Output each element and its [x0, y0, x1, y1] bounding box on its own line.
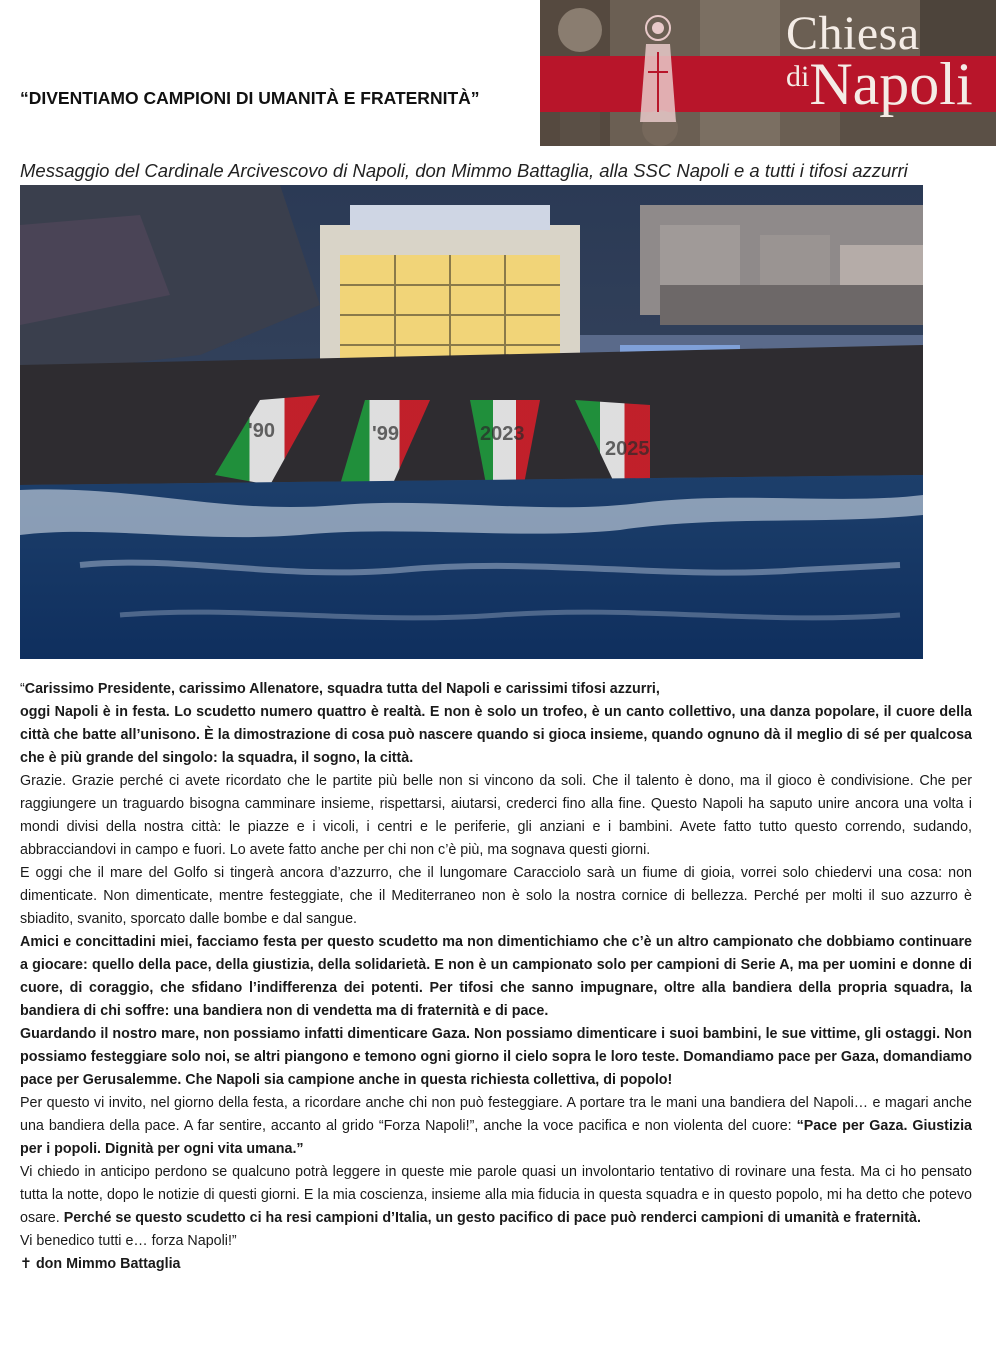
letter-paragraph-3: E oggi che il mare del Golfo si tingerà ancora d’azzurro, che il lungomare Caracciolo sarà un fiume di gioia, vorrei solo chiedervi una cosa: non dimenticate. Non dimenticate, mentre festeggiate, che il Mediterraneo non è solo la nostra cornice di bellezza. Perché per molti il suo azzurro è sbiadito, svanito, sporcato dalle bombe e dal sangue. [20, 865, 972, 927]
letter-salutation [20, 678, 972, 701]
letter-body [20, 678, 972, 1276]
banner-title-napoli-word: Napoli [809, 51, 973, 117]
paragraph-7-bold: Perché se questo scudetto ci ha resi campioni d’Italia, un gesto pacifico di pace può renderci campioni di umanità e fraternità. [63, 1210, 921, 1226]
letter-signature: ✝ don Mimmo Battaglia [20, 1256, 181, 1272]
letter-paragraph-2: Grazie. Grazie perché ci avete ricordato che le partite più belle non si vincono da soli. Che il talento è dono, ma il gioco è condivisione. Che per raggiungere un traguardo bisogna camminare insieme, rispettarsi, aiutarsi, crederci fino alla fine. Questo Napoli ha saputo unire ancora una volta i mondi divisi della nostra città: le piazze e i vicoli, i centri e le periferie, gli anziani e i bambini. Avete fatto tutto questo correndo, sudando, abbracciandovi in campo e fuori. Lo avete fatto anche per chi non c’è più, ma sognava questi giorni. [20, 773, 972, 858]
letter-paragraph-4: Amici e concittadini miei, facciamo festa per questo scudetto ma non dimentichiamo che c’è un altro campionato che dobbiamo continuare a giocare: quello della pace, della giustizia, della solidarietà. E non è un campionato solo per campioni di Serie A, ma per uomini e donne di cuore, di coraggio, che sfidano l’indifferenza dei potenti. Per tifosi che sanno impugnare, oltre alla bandiera della propria squadra, la bandiera di chi soffre: una bandiera non di vendetta ma di fraternità e di pace. [20, 934, 972, 1019]
flag-label-2: '99 [372, 423, 400, 445]
opening-quote: “ [20, 681, 25, 697]
saint-figure-icon [628, 12, 688, 132]
flag-label-1: '90 [248, 420, 276, 442]
banner-title-napoli [786, 50, 973, 119]
paragraph-6-quote: “Pace per Gaza. Giustizia per i popoli. Dignità per ogni vita umana.” [20, 1118, 972, 1157]
letter-paragraph-6 [20, 1092, 972, 1161]
flag-label-4: 2025 [605, 438, 650, 460]
page-title: “DIVENTIAMO CAMPIONI DI UMANITÀ E FRATERNITÀ” [20, 88, 480, 108]
page-subtitle: Messaggio del Cardinale Arcivescovo di Napoli, don Mimmo Battaglia, alla SSC Napoli e a tutti i tifosi azzurri [20, 160, 908, 181]
letter-paragraph-5: Guardando il nostro mare, non possiamo infatti dimenticare Gaza. Non possiamo dimenticare i suoi bambini, le sue vittime, gli ostaggi. Non possiamo festeggiare solo noi, se altri piangono e temono ogni giorno il cielo sopra le loro teste. Domandiamo pace per Gaza, domandiamo pace per Gerusalemme. Che Napoli sia campione anche in questa richiesta collettiva, di popolo! [20, 1026, 972, 1088]
banner-title-chiesa: Chiesa [786, 7, 920, 60]
flag-label-3: 2023 [480, 423, 525, 445]
letter-paragraph-1: oggi Napoli è in festa. Lo scudetto numero quattro è realtà. E non è solo un trofeo, è un canto collettivo, una danza popolare, il cuore della città che batte all’unisono. È la dimostrazione di cosa può nascere quando si gioca insieme, quando ognuno dà il meglio di sé per qualcosa che è più grande del singolo: la squadra, il sogno, la città. [20, 704, 972, 766]
paragraph-7-text: Vi chiedo in anticipo perdono se qualcuno potrà leggere in queste mie parole quasi un involontario tentativo di rovinare una festa. Ma ci ho pensato tutta la notte, dopo le notizie di questi giorni. E la mia coscienza, insieme alla mia fiducia in questa squadra e in questo popolo, mi ha detto che potevo osare. [20, 1164, 972, 1226]
letter-paragraph-7 [20, 1161, 972, 1230]
salutation-text: Carissimo Presidente, carissimo Allenatore, squadra tutta del Napoli e carissimi tifosi azzurri, [24, 681, 660, 697]
beach-flags-photo [20, 185, 923, 659]
banner-title-di: di [786, 60, 810, 93]
header-banner [540, 0, 996, 146]
paragraph-6-text: Per questo vi invito, nel giorno della festa, a ricordare anche chi non può festeggiare. A portare tra le mani una bandiera del Napoli… e magari anche una bandiera della pace. A far sentire, accanto al grido “Forza Napoli!”, anche la voce pacifica e non violenta del cuore: [20, 1095, 972, 1134]
letter-closing: Vi benedico tutti e… forza Napoli!” [20, 1233, 237, 1249]
